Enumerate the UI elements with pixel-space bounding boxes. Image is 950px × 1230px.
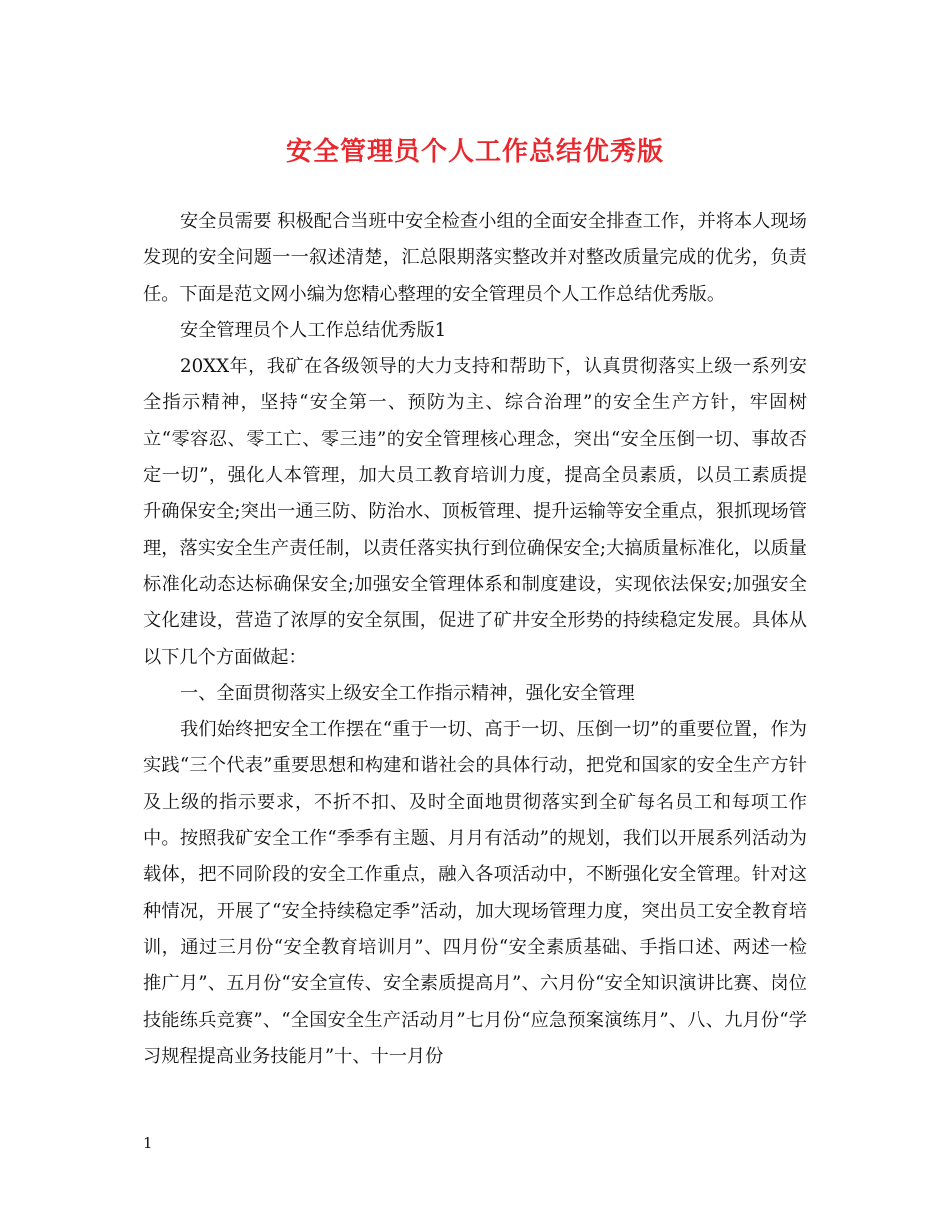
section-heading-1: 安全管理员个人工作总结优秀版1 — [180, 319, 447, 341]
subsection-heading: 一、全面贯彻落实上级安全工作指示精神，强化安全管理 — [180, 682, 635, 704]
document-title: 安全管理员个人工作总结优秀版 — [285, 137, 664, 167]
body-paragraph: 20XX年，我矿在各级领导的大力支持和帮助下，认真贯彻落实上级一系列安全指示精神，坚持“安全第一、预防为主、综合治理”的安全生产方针，牢固树立“零容忍、零工亡、零三违”的安全管理核心理念，突出“安全压倒一切、事故否定一切”，强化人本管理，加大员工教育培训力度，提高全员素质，以员工素质提升确保安全;突出一通三防、防治水、顶板管理、提升运输等安全重点，狠抓现场管理，落实安全生产责任制，以责任落实执行到位确保安全;大搞质量标准化，以质量标准化动态达标确保安全;加强安全管理体系和制度建设，实现依法保安;加强安全文化建设，营造了浓厚的安全氛围，促进了矿井安全形势的持续稳定发展。具体从以下几个方面做起： — [143, 356, 807, 668]
page-number: 1 — [143, 1134, 153, 1152]
document-body — [143, 204, 807, 1075]
body-paragraph: 我们始终把安全工作摆在“重于一切、高于一切、压倒一切”的重要位置，作为实践“三个代表”重要思想和构建和谐社会的具体行动，把党和国家的安全生产方针及上级的指示要求，不折不扣、及时全面地贯彻落实到全矿每名员工和每项工作中。按照我矿安全工作“季季有主题、月月有活动”的规划，我们以开展系列活动为载体，把不同阶段的安全工作重点，融入各项活动中，不断强化安全管理。针对这种情况，开展了“安全持续稳定季”活动，加大现场管理力度，突出员工安全教育培训，通过三月份“安全教育培训月”、四月份“安全素质基础、手指口述、两述一检推广月”、五月份“安全宣传、安全素质提高月”、六月份“安全知识演讲比赛、岗位技能练兵竞赛”、“全国安全生产活动月”七月份“应急预案演练月”、八、九月份“学习规程提高业务技能月”十、十一月份 — [143, 719, 807, 1067]
intro-paragraph: 安全员需要 积极配合当班中安全检查小组的全面安全排查工作，并将本人现场发现的安全问题一一叙述清楚，汇总限期落实整改并对整改质量完成的优劣，负责任。下面是范文网小编为您精心整理的安全管理员个人工作总结优秀版。 — [143, 211, 807, 305]
